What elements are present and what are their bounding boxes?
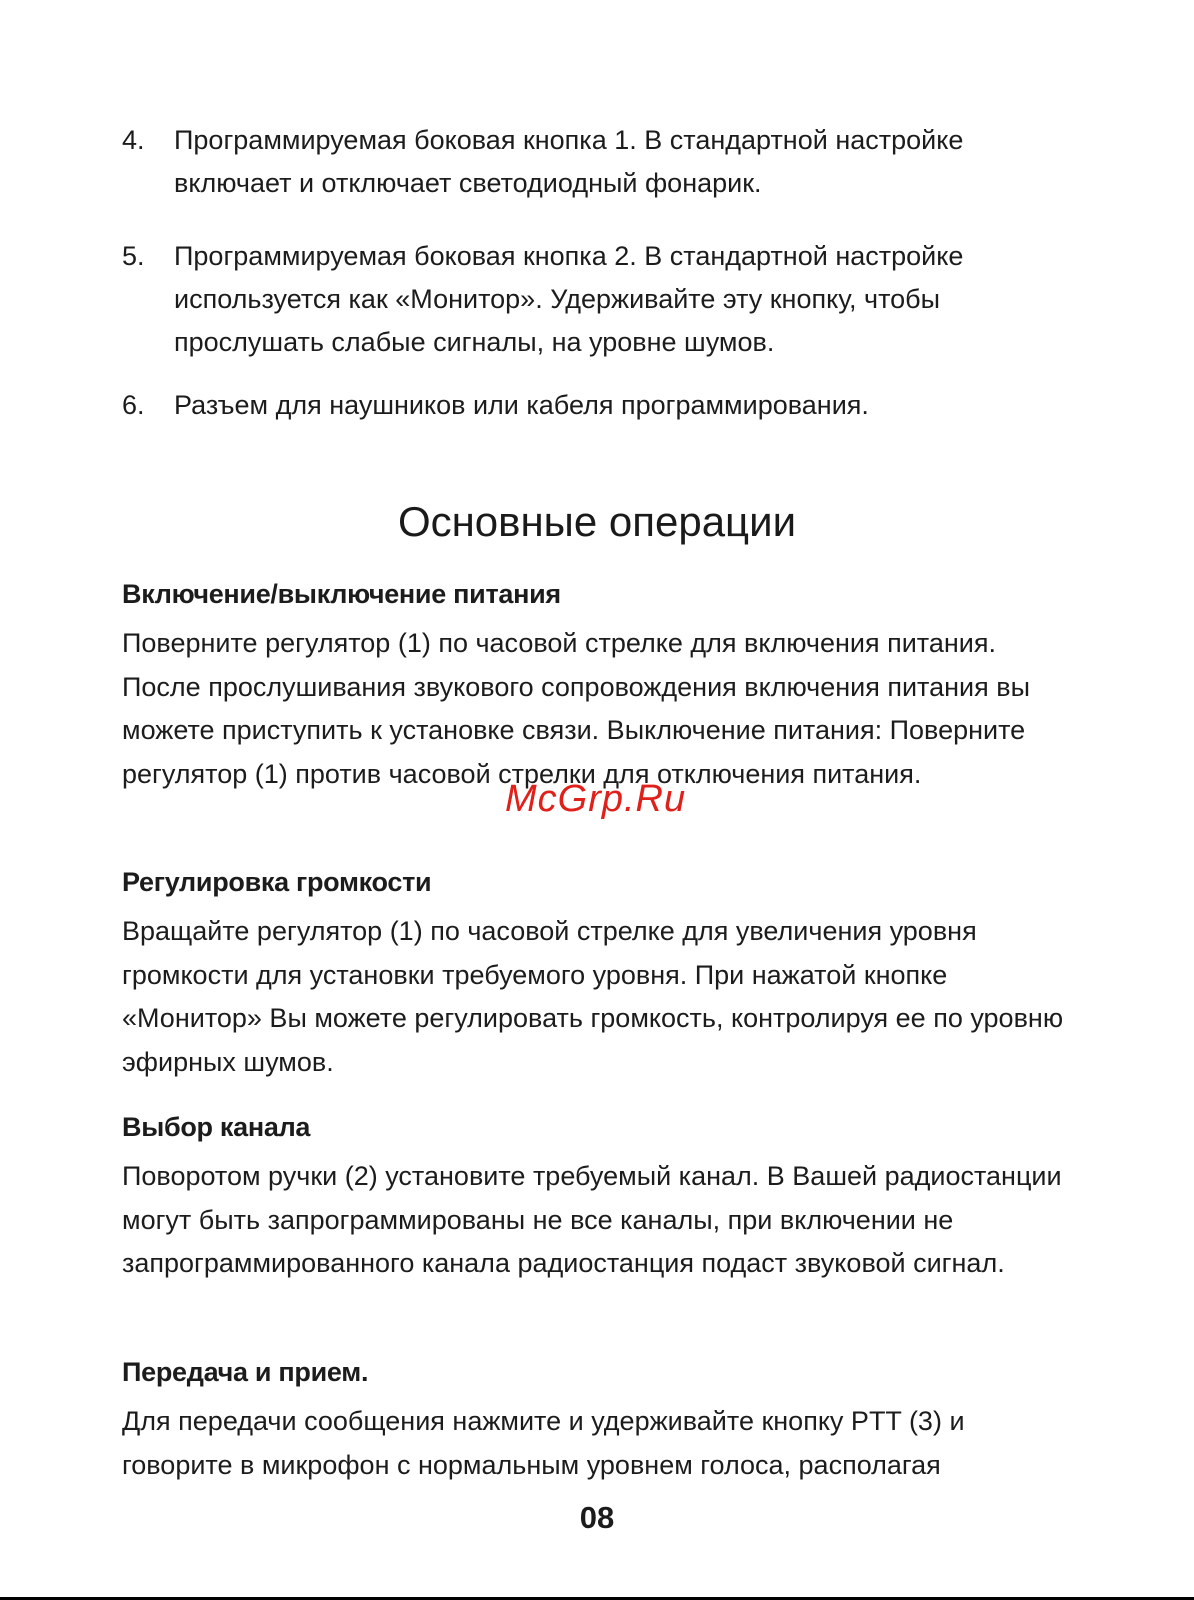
page-number: 08 — [579, 1500, 615, 1535]
subheading-channel: Выбор канала — [122, 1112, 311, 1142]
paragraph-power: Поверните регулятор (1) по часовой стрелке для включения питания. После прослушивания звукового сопровождения включения питания вы можете приступить к установке связи. Выключение питания: Поверните регулятор (1) против часовой стрелки для отключения питания. — [122, 628, 1030, 789]
subheading-transmit: Передача и прием. — [122, 1357, 369, 1387]
subheading-volume: Регулировка громкости — [122, 867, 432, 897]
paragraph-volume: Вращайте регулятор (1) по часовой стрелке для увеличения уровня громкости для установки требуемого уровня. При нажатой кнопке «Монитор» Вы можете регулировать громкость, контролируя ее по уровню эфирных шумов. — [122, 916, 1064, 1077]
paragraph-transmit: Для передачи сообщения нажмите и удерживайте кнопку PTT (3) и говорите в микрофон с нормальным уровнем голоса, располагая — [122, 1406, 965, 1480]
section-title: Основные операции — [397, 498, 797, 545]
list-item — [122, 235, 1072, 364]
subheading-power: Включение/выключение питания — [122, 579, 561, 609]
list-number: 5. — [122, 241, 145, 271]
list-number: 4. — [122, 125, 145, 155]
list-text: Программируемая боковая кнопка 1. В стандартной настройке включает и отключает светодиодный фонарик. — [174, 125, 964, 198]
list-item — [122, 119, 1072, 205]
paragraph-channel: Поворотом ручки (2) установите требуемый канал. В Вашей радиостанции могут быть запрограммированы не все каналы, при включении не запрограммированного канала радиостанция подаст звуковой сигнал. — [122, 1161, 1062, 1278]
list-text: Программируемая боковая кнопка 2. В стандартной настройке используется как «Монитор». Удерживайте эту кнопку, чтобы прослушать слабые сигналы, на уровне шумов. — [174, 241, 964, 357]
list-number: 6. — [122, 390, 145, 420]
list-text: Разъем для наушников или кабеля программирования. — [174, 390, 869, 420]
watermark-logo: McGrp.Ru — [505, 778, 687, 820]
list-item — [122, 384, 1072, 427]
